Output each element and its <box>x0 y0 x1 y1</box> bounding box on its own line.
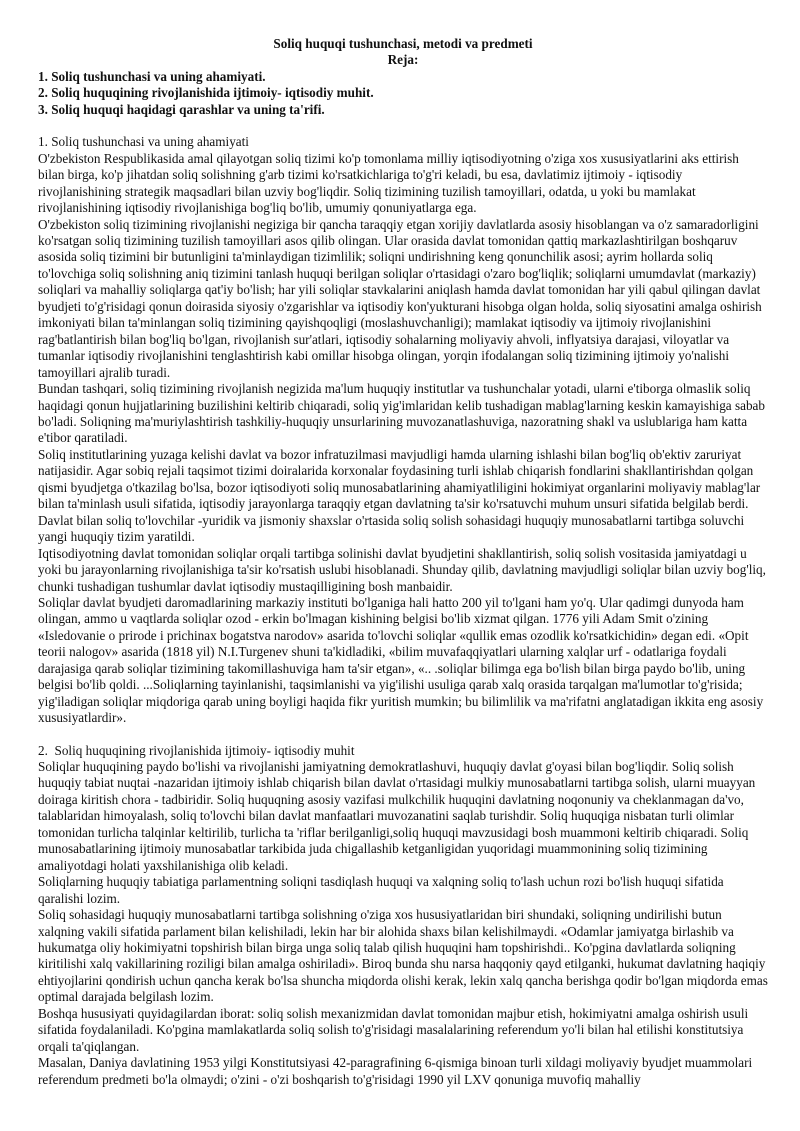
section-1 <box>38 134 768 726</box>
section-2-heading: 2. Soliq huquqining rivojlanishida ijtimoiy- iqtisodiy muhit <box>38 742 355 758</box>
section-2-paragraph-4: Boshqa hususiyati quyidagilardan iborat: soliq solish mexanizmidan davlat tomonidan majbur etish, hokimiyatni amalga oshirish usuli sifatida foydalaniladi. Ko'pgina mamlakatlarda soliq solish to'g'risidagi masalalarining referendum yo'li bilan hal etilishi konstitutsiya orqali ta'qiqlangan. <box>38 1005 749 1054</box>
section-1-paragraph-4: Soliq institutlarining yuzaga kelishi davlat va bozor infratuzilmasi mavjudligi hamda ularning ishlashi bilan bog'liq ob'ektiv zaruriyat natijasidir. Agar sobiq rejali taqsimot tizimi doiralarida korxonalar foydasining turli ishlab chiqarish fondlarini shakllantirishdan qolgan qismi byudjetga o'tkazilag bo'lsa, bozor iqtisodiyoti soliq munosabatlarining ahamiyatliligini hokimiyat organlarini moliyaviy mablag'lar bilan ta'minlash usuli sifatida, iqtisodiy jarayonlarga taraqqiy etgan davlatning ta'sir ko'rsatuvchi muhum unsuri sifatida belgilab berdi. Davlat bilan soliq to'lovchilar -yuridik va jismoniy shaxslar o'rtasida soliq solish sohasidagi huquqiy munosabatlarni tartibga soluvchi yangi huquqiy tizim yaratildi. <box>38 446 761 545</box>
section-2-paragraph-3: Soliq sohasidagi huquqiy munosabatlarni tartibga solishning o'ziga xos hususiyatlaridan biri shundaki, soliqning undirilishi butun xalqning vakili sifatida parlament bilan kelishiladi, lekin har bir alohida shaxs bilan kelishilmaydi. «Odamlar jamiyatga birlashib va hukumatga oliy hokimiyatni topshirish bilan birga unga soliq talab qilish huquqini ham topshirishdi.. Ko'pgina davlatlarda soliqning kiritilishi xalq vakillarining roziligi bilan amalga oshiriladi». Biroq bunda shu narsa haqqoniy qayd etilganki, hukumat davlatning haqiqiy ehtiyojlarini qondirish uchun qancha kerak bo'lsa shuncha miqdorda olishi kerak, lekin xalq qancha berishga qodir bo'lgan miqdorda emas optimal darajada belgilash lozim. <box>38 907 768 1005</box>
section-2-paragraph-2: Soliqlarning huquqiy tabiatiga parlamentning soliqni tasdiqlash huquqi va xalqning soliq to'lash uchun rozi bo'lish huquqi sifatida qaralishi lozim. <box>38 874 724 906</box>
plan-item-2: 2. Soliq huquqining rivojlanishida ijtimoiy- iqtisodiy muhit. <box>38 85 374 101</box>
plan-list <box>38 69 768 118</box>
section-1-paragraph-1: O'zbekiston Respublikasida amal qilayotgan soliq tizimi ko'p tomonlama milliy iqtisodiyotning o'ziga xos xususiyatlarini aks ettirish bilan birga, ko'p jihatdan soliq solishning g'arb tizimi ko'rsatkichlariga to'g'ri keladi, bu esa, davlatimiz ijtimoiy - iqtisodiy rivojlanishining strategik maqsadlari bilan uzviy bog'liqdir. Soliq tizimining tuzilish tamoyillari, odatda, u yoki bu mamlakat rivojlanishining iqtisodiy rivojlanishiga bog'liq bo'lib, umumiy qonuniyatlarga ega. <box>38 150 739 216</box>
section-2 <box>38 743 768 1089</box>
section-2-paragraph-1: Soliqlar huquqining paydo bo'lishi va rivojlanishi jamiyatning demokratlashuvi, huquqiy davlat g'oyasi bilan bog'liqdir. Soliq solish huquqiy tabiat nuqtai -nazaridan ijtimoiy ishlab chiqarish bilan davlat o'rtasidagi mulkiy munosabatlarni tartibga solish, ularni muayyan doiraga kiritish chora - tadbiridir. Soliq huquqning asosiy vazifasi mulkchilik huquqini davlatning noqonuniy va cheklanmagan da'vo, talablaridan himoyalash, soliq to'lovchi bilan davlat manfaatlari muvozanatini saqlab turishdir. Soliq huquqiga nisbatan turli olimlar tomonidan turlicha talqinlar keltirilib, turlicha ta 'riflar berilganligi,soliq huquqi mavzusidagi bosh muammoni keltirib chiqaradi. Soliq munosabatlarining ijtimoiy munosabatlar tarkibida juda chigallashib ketganligidan yuqoridagi muammonining soliq tizimining amaliyotdagi holati yaxshilanishiga olib keladi. <box>38 759 756 873</box>
document-page <box>38 36 768 1088</box>
plan-label: Reja: <box>387 52 419 68</box>
document-title: Soliq huquqi tushunchasi, metodi va predmeti <box>273 36 533 51</box>
blank-line <box>38 118 768 134</box>
plan-item-3: 3. Soliq huquqi haqidagi qarashlar va uning ta'rifi. <box>38 101 325 117</box>
blank-line <box>38 727 768 743</box>
section-1-heading: 1. Soliq tushunchasi va uning ahamiyati <box>38 134 249 150</box>
section-2-paragraph-5: Masalan, Daniya davlatining 1953 yilgi Konstitutsiyasi 42-paragrafining 6-qismiga binoan turli xildagi moliyaviy byudjet muammolari referendum predmeti bo'la olmaydi; o'zini - o'zi boshqarish to'g'risidagi 1990 yil LXV qonuniga muvofiq mahalliy <box>38 1055 753 1087</box>
section-1-paragraph-2: O'zbekiston soliq tizimining rivojlanishi negiziga bir qancha taraqqiy etgan xorijiy davlatlarda asosiy hisoblangan va o'z samaradorligini ko'rsatgan soliq tizimining tuzilish tamoyillari asos qilib olingan. Ular orasida davlat tomonidan qattiq markazlashtirilgan boshqaruv asosida soliq tizimini bir butunligini ta'minlaydigan tizimlilik; soliqni undirishning keng qonunchilik asosi; ayrim hollarda soliq to'lovchiga soliq solishning aniq tizimini tanlash huquqi berilgan soliqlar o'rtasidagi o'zaro bog'liqlik; soliqlarni umumdavlat (markaziy) soliqlari va mahalliy soliqlarga qat'iy bo'lish; har yili soliqlar stavkalarini aniqlash hamda davlat tomonidan har yili qabul qilingan davlat byudjeti to'g'risidagi qonun doirasida siyosiy o'zgarishlar va iqtisodiy kon'yukturani hisobga olgan holda, soliq siyosatini amalga oshirish imkoniyati bilan ta'minlangan soliq tizimining qayishqoqligi (moslashuvchanligi); mamlakat iqtisodiy va ijtimoiy rivojlanishini rag'batlantirish bilan bog'liq bo'lgan, rivojlanish sur'atlari, iqtisodiy sohalarning moliyaviy ahvoli, inflyatsiya darajasi, viloyatlar va tumanlar iqtisodiy rivojlanishini tenglashtirish kabi omillar hisobga olingan, yorqin ifodalangan soliq tizimining ijtimoiy yo'nalishi tamoyillari ajralib turadi. <box>38 216 762 380</box>
section-1-paragraph-5: Iqtisodiyotning davlat tomonidan soliqlar orqali tartibga solinishi davlat byudjetini shakllantirish, soliq solish vositasida jamiyatdagi u yoki bu jarayonlarning rivojlanishiga ta'sir ko'rsatish uslubi hisoblanadi. Shunday qilib, davlatning mavjudligi soliqlar bilan uzviy bog'liq, chunki tushadigan tushumlar davlat iqtisodiy mustaqilligining bosh manbaidir. <box>38 545 766 594</box>
plan-item-1: 1. Soliq tushunchasi va uning ahamiyati. <box>38 68 266 84</box>
section-1-paragraph-6: Soliqlar davlat byudjeti daromadlarining markaziy instituti bo'lganiga hali hatto 200 yil to'lgani ham yo'q. Ular qadimgi dunyoda ham olingan, ammo u vaqtlarda soliqlar ozod - erkin bo'lmagan kishining belgisi bo'lib xizmat qilgan. 1776 yili Adam Smit o'zining «Isledovanie o prirode i prichinax bogatstva narodov» asarida to'lovchi soliqlar «qullik emas ozodlik ko'rsatkichidin» degan edi. «Opit teorii nalogov» asarida (1818 yil) N.I.Turgenev shuni ta'kidladiki, «bilim muvafaqqiyatlari ularning xalqlar urf - odatlariga foydali darajasiga qarab soliqlar tizimining takomillashuviga ham ta'sir etgan», «.. .soliqlar bilimga ega bo'lish bilan birga paydo bo'lib, uning belgisi bo'lib qoldi. ...Soliqlarning tayinlanishi, taqsimlanishi va yig'ilishi usuliga qarab xalq orasida tarqalgan ma'lumotlar to'g'risida; yig'iladigan soliqlar miqdoriga qarab uning boyligi haqida fikr yuritish mumkin; bu bilimlilik va ma'rifatni anglatadigan ikkita eng asosiy xususiyatlardir». <box>38 594 764 726</box>
section-1-paragraph-3: Bundan tashqari, soliq tizimining rivojlanish negizida ma'lum huquqiy institutlar va tushunchalar yotadi, ularni e'tiborga olmaslik soliq haqidagi qonun hujjatlarining buzilishini keltirib chiqaradi, soliq yig'imlaridan kelib tushadigan mablag'larning keskin kamayishiga sabab bo'ladi. Soliqning ma'muriylashtirish tashkiliy-huquqiy unsurlarining muvozanatlashuviga, nazoratning shakl va uslublariga ham katta e'tibor qaratiladi. <box>38 381 765 446</box>
